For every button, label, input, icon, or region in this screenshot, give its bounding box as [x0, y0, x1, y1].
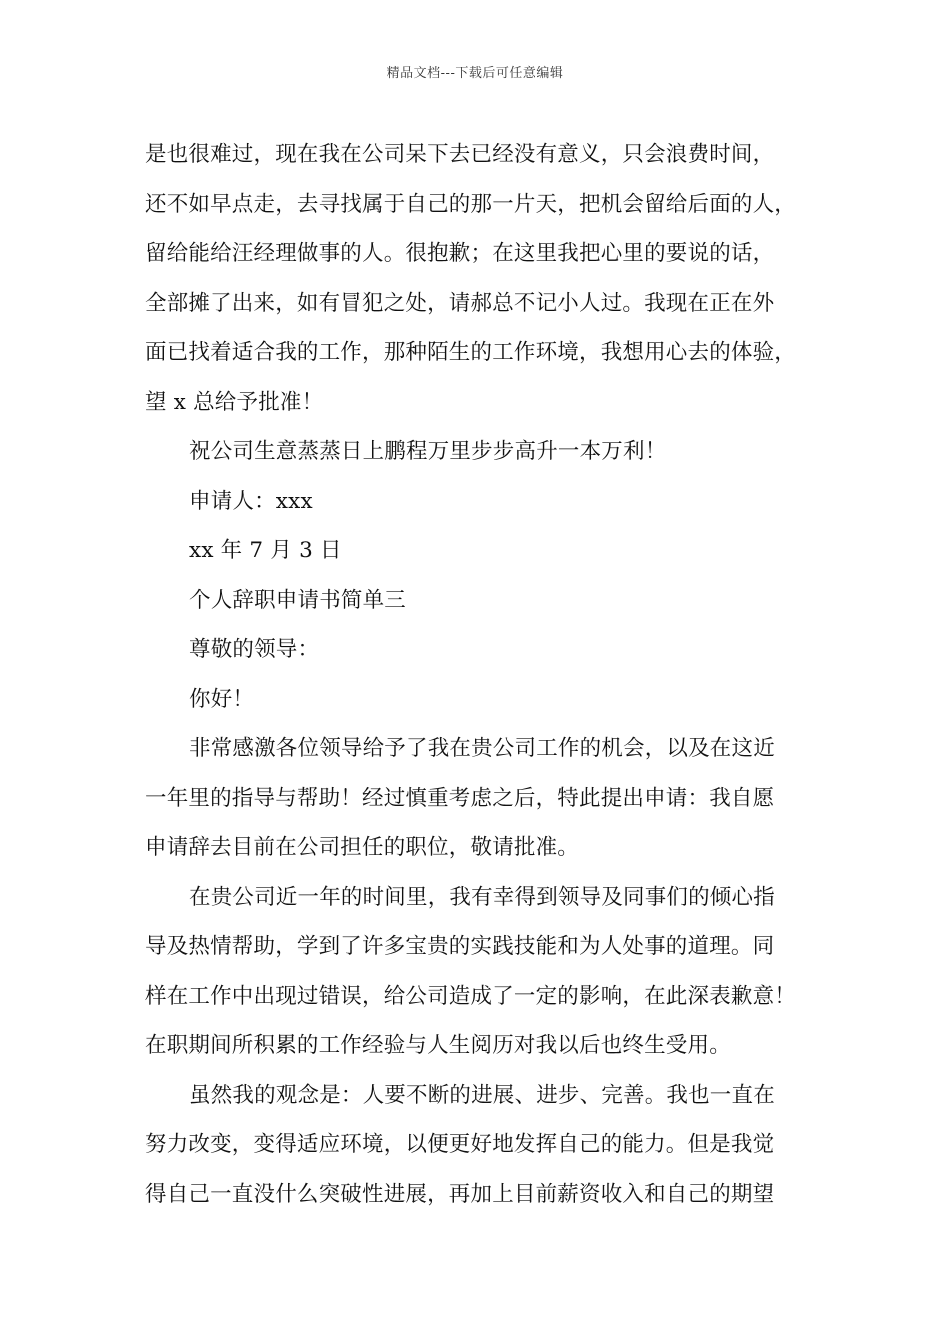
text-line: 在职期间所积累的工作经验与人生阅历对我以后也终生受用。 — [145, 1033, 731, 1058]
letter-date: xx 年 7 月 3 日 — [189, 538, 342, 563]
text-line: 一年里的指导与帮助！经过慎重考虑之后，特此提出申请：我自愿 — [145, 785, 775, 811]
text-line: 是也很难过，现在我在公司呆下去已经没有意义，只会浪费时间， — [145, 142, 775, 167]
section-title: 个人辞职申请书简单三 — [189, 587, 407, 613]
greeting: 你好！ — [189, 686, 255, 712]
applicant-name: 申请人：xxx — [189, 488, 313, 514]
text-line: 非常感激各位领导给予了我在贵公司工作的机会，以及在这近 — [189, 736, 775, 761]
text-line: 得自己一直没什么突破性进展，再加上目前薪资收入和自己的期望 — [145, 1181, 775, 1207]
text-line: 面已找着适合我的工作，那种陌生的工作环境，我想用心去的体验， — [145, 340, 797, 365]
text-line: 导及热情帮助，学到了许多宝贵的实践技能和为人处事的道理。同 — [145, 934, 775, 959]
document-body — [145, 130, 825, 1219]
text-line: 还不如早点走，去寻找属于自己的那一片天，把机会留给后面的人， — [145, 191, 797, 217]
text-line: 努力改变，变得适应环境，以便更好地发挥自己的能力。但是我觉 — [145, 1132, 775, 1157]
text-line: 虽然我的观念是：人要不断的进展、进步、完善。我也一直在 — [189, 1082, 775, 1108]
text-line: 望 x 总给予批准！ — [145, 389, 324, 415]
page-header: 精品文档---下载后可任意编辑 — [386, 66, 564, 81]
text-line: 样在工作中出现过错误，给公司造成了一定的影响，在此深表歉意！ — [145, 983, 797, 1009]
text-line: 留给能给汪经理做事的人。很抱歉；在这里我把心里的要说的话， — [145, 241, 775, 266]
closing-wish: 祝公司生意蒸蒸日上鹏程万里步步高升一本万利！ — [189, 439, 667, 464]
salutation: 尊敬的领导： — [189, 637, 320, 662]
text-line: 全部摊了出来，如有冒犯之处，请郝总不记小人过。我现在正在外 — [145, 290, 775, 316]
text-line: 申请辞去目前在公司担任的职位，敬请批准。 — [145, 835, 580, 860]
text-line: 在贵公司近一年的时间里，我有幸得到领导及同事们的倾心指 — [189, 884, 775, 910]
